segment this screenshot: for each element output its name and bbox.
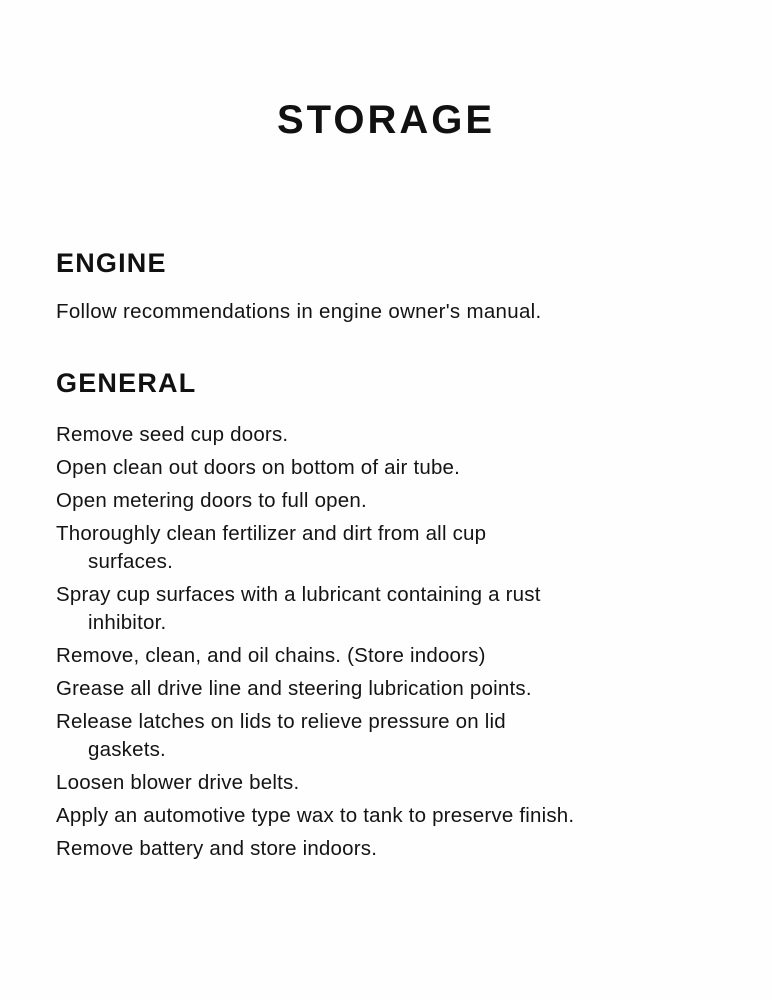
list-item xyxy=(56,421,712,449)
list-item-text: Release latches on lids to relieve pressure on lid xyxy=(56,710,506,733)
list-item xyxy=(56,454,712,482)
list-item xyxy=(56,802,712,830)
list-item-text: Loosen blower drive belts. xyxy=(56,771,300,794)
list-item-text: Open metering doors to full open. xyxy=(56,489,367,512)
section-general xyxy=(56,368,712,868)
list-item-text: Thoroughly clean fertilizer and dirt from all cup xyxy=(56,522,487,545)
list-item xyxy=(56,581,712,637)
section-engine xyxy=(56,248,712,330)
section-heading-general: GENERAL xyxy=(56,368,197,398)
list-item-continuation: gaskets. xyxy=(88,738,166,761)
list-item xyxy=(56,675,712,703)
list-item xyxy=(56,487,712,515)
list-item-continuation: inhibitor. xyxy=(88,611,167,634)
list-item xyxy=(56,642,712,670)
list-item-text: Remove seed cup doors. xyxy=(56,423,289,446)
list-item-text: Remove battery and store indoors. xyxy=(56,837,378,860)
list-item-continuation: surfaces. xyxy=(88,550,173,573)
page-title: STORAGE xyxy=(276,98,496,142)
general-instruction-list xyxy=(56,421,712,863)
section-heading-engine: ENGINE xyxy=(56,248,167,278)
list-item-text: Remove, clean, and oil chains. (Store indoors) xyxy=(56,644,486,667)
list-item-text: Spray cup surfaces with a lubricant containing a rust xyxy=(56,583,541,606)
list-item-text: Open clean out doors on bottom of air tube. xyxy=(56,456,461,479)
list-item-text: Grease all drive line and steering lubrication points. xyxy=(56,677,532,700)
engine-paragraph: Follow recommendations in engine owner's manual. xyxy=(56,300,542,323)
list-item xyxy=(56,708,712,764)
list-item xyxy=(56,835,712,863)
list-item xyxy=(56,520,712,576)
list-item-text: Apply an automotive type wax to tank to preserve finish. xyxy=(56,804,575,827)
list-item xyxy=(56,769,712,797)
